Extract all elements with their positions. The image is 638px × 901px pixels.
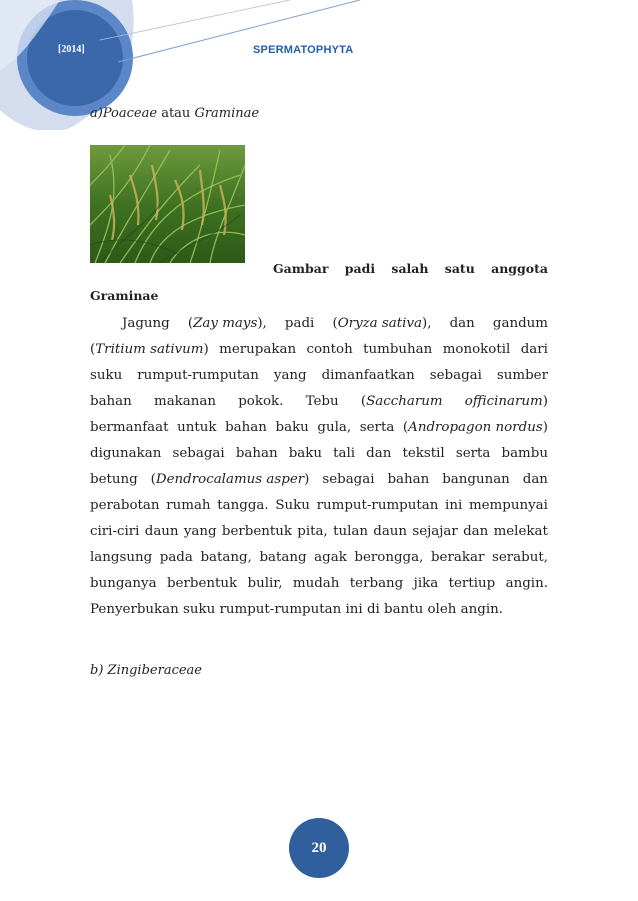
body-word: suku: [90, 368, 123, 383]
body-word: agak: [314, 550, 347, 565]
body-word: bulir,: [247, 576, 283, 591]
body-word: yang: [273, 368, 307, 383]
body-word: batang: [259, 550, 307, 565]
caption-word: salah: [391, 261, 429, 276]
body-word: yang: [183, 524, 217, 539]
body-word: sumber: [496, 368, 548, 383]
body-word: jika: [413, 576, 439, 591]
section-a-name: Poaceae: [102, 106, 158, 121]
body-word: digunakan: [90, 446, 162, 461]
body-word: baku: [275, 420, 309, 435]
body-word: mudah: [292, 576, 340, 591]
section-a-conj: atau: [161, 106, 191, 121]
body-word: tekstil: [402, 446, 445, 461]
body-word: bahan: [235, 446, 278, 461]
body-word: dimanfaatkan: [321, 368, 415, 383]
body-word: sebagai: [322, 472, 375, 487]
section-b-name: Zingiberaceae: [107, 663, 202, 678]
header-year: [2014]: [58, 44, 85, 55]
body-line: [90, 467, 548, 493]
body-word: daun: [373, 524, 408, 539]
body-word: (Zay mays),: [187, 316, 267, 331]
body-word: bermanfaat: [90, 420, 169, 435]
caption-word: anggota: [491, 261, 548, 276]
body-word: (Andropagon nordus): [402, 420, 548, 435]
body-word: bahan: [90, 394, 132, 409]
body-word: terbang: [349, 576, 404, 591]
body-word: sejajar: [412, 524, 458, 539]
body-line: [90, 597, 548, 623]
body-word: pokok.: [238, 394, 284, 409]
body-word: berongga,: [354, 550, 424, 565]
body-line: [90, 337, 548, 363]
rice-plant-photo: [90, 145, 245, 263]
body-word: Tebu: [305, 394, 339, 409]
body-word: pada: [159, 550, 193, 565]
caption-word: satu: [444, 261, 475, 276]
body-word: daun: [144, 524, 179, 539]
body-word: dan: [449, 316, 475, 331]
body-word: tumbuhan: [363, 342, 433, 357]
body-word: mempunyai: [468, 498, 548, 513]
body-word: tertiup: [448, 576, 496, 591]
body-line: [90, 389, 548, 415]
body-word: (Dendrocalamus asper): [150, 472, 310, 487]
body-word: sebagai: [172, 446, 225, 461]
caption-end: Graminae: [90, 288, 159, 303]
body-line: [90, 519, 548, 545]
section-b-label: b): [90, 663, 104, 678]
body-word: untuk: [177, 420, 217, 435]
page-number: 20: [289, 818, 349, 878]
body-word: padi: [284, 316, 315, 331]
caption-word: Gambar: [273, 261, 329, 276]
body-word: angin.: [505, 576, 548, 591]
body-word: serta: [455, 446, 491, 461]
body-line: [90, 441, 548, 467]
body-word: berakar: [430, 550, 485, 565]
body-word: rumput-rumputan: [316, 498, 439, 513]
body-word: bahan: [225, 420, 267, 435]
body-word: betung: [90, 472, 138, 487]
body-word: rumah: [166, 498, 211, 513]
body-word: bangunan: [442, 472, 510, 487]
body-word: (Tritium sativum): [90, 342, 209, 357]
body-word: bahan: [387, 472, 430, 487]
body-word: dari: [520, 342, 548, 357]
body-word: dan: [463, 524, 489, 539]
body-line: [90, 493, 548, 519]
body-word: serabut,: [491, 550, 548, 565]
body-line: [90, 571, 548, 597]
body-line: [90, 545, 548, 571]
body-word: contoh: [306, 342, 353, 357]
body-paragraph: [90, 311, 548, 623]
body-word: officinarum): [464, 394, 548, 409]
body-word: berbentuk: [166, 576, 238, 591]
body-word: Suku: [275, 498, 310, 513]
body-line: [90, 415, 548, 441]
body-word: tali: [333, 446, 356, 461]
body-word: gandum: [492, 316, 548, 331]
figure-caption: [90, 255, 548, 309]
section-a-heading: [90, 106, 259, 121]
body-word: tulan: [333, 524, 368, 539]
body-word: gula,: [317, 420, 352, 435]
body-word: dan: [522, 472, 548, 487]
body-word: baku: [288, 446, 323, 461]
body-word: perabotan: [90, 498, 160, 513]
body-word: melekat: [493, 524, 548, 539]
section-a-name2: Graminae: [194, 106, 260, 121]
body-word: Jagung: [122, 316, 170, 331]
caption-word: padi: [344, 261, 376, 276]
body-word: langsung: [90, 550, 153, 565]
body-word: serta: [359, 420, 395, 435]
body-word: (Oryza sativa),: [332, 316, 432, 331]
body-word: pita,: [297, 524, 328, 539]
body-word: Penyerbukan suku rumput-rumputan ini di bantu oleh angin.: [90, 602, 503, 617]
body-word: batang,: [200, 550, 252, 565]
body-word: berbentuk: [221, 524, 293, 539]
body-word: rumput-rumputan: [137, 368, 259, 383]
body-word: ini: [445, 498, 463, 513]
body-line: [90, 363, 548, 389]
body-word: bunganya: [90, 576, 157, 591]
body-word: (Saccharum: [360, 394, 443, 409]
body-word: monokotil: [442, 342, 511, 357]
section-a-label: a): [90, 106, 103, 121]
header-title: SPERMATOPHYTA: [253, 44, 354, 56]
body-word: sebagai: [429, 368, 482, 383]
body-word: bambu: [501, 446, 548, 461]
section-b-heading: [90, 663, 202, 678]
body-word: ciri-ciri: [90, 524, 140, 539]
body-word: dan: [366, 446, 392, 461]
body-word: tangga.: [217, 498, 269, 513]
body-line: [90, 311, 548, 337]
body-word: makanan: [154, 394, 217, 409]
body-word: merupakan: [219, 342, 297, 357]
